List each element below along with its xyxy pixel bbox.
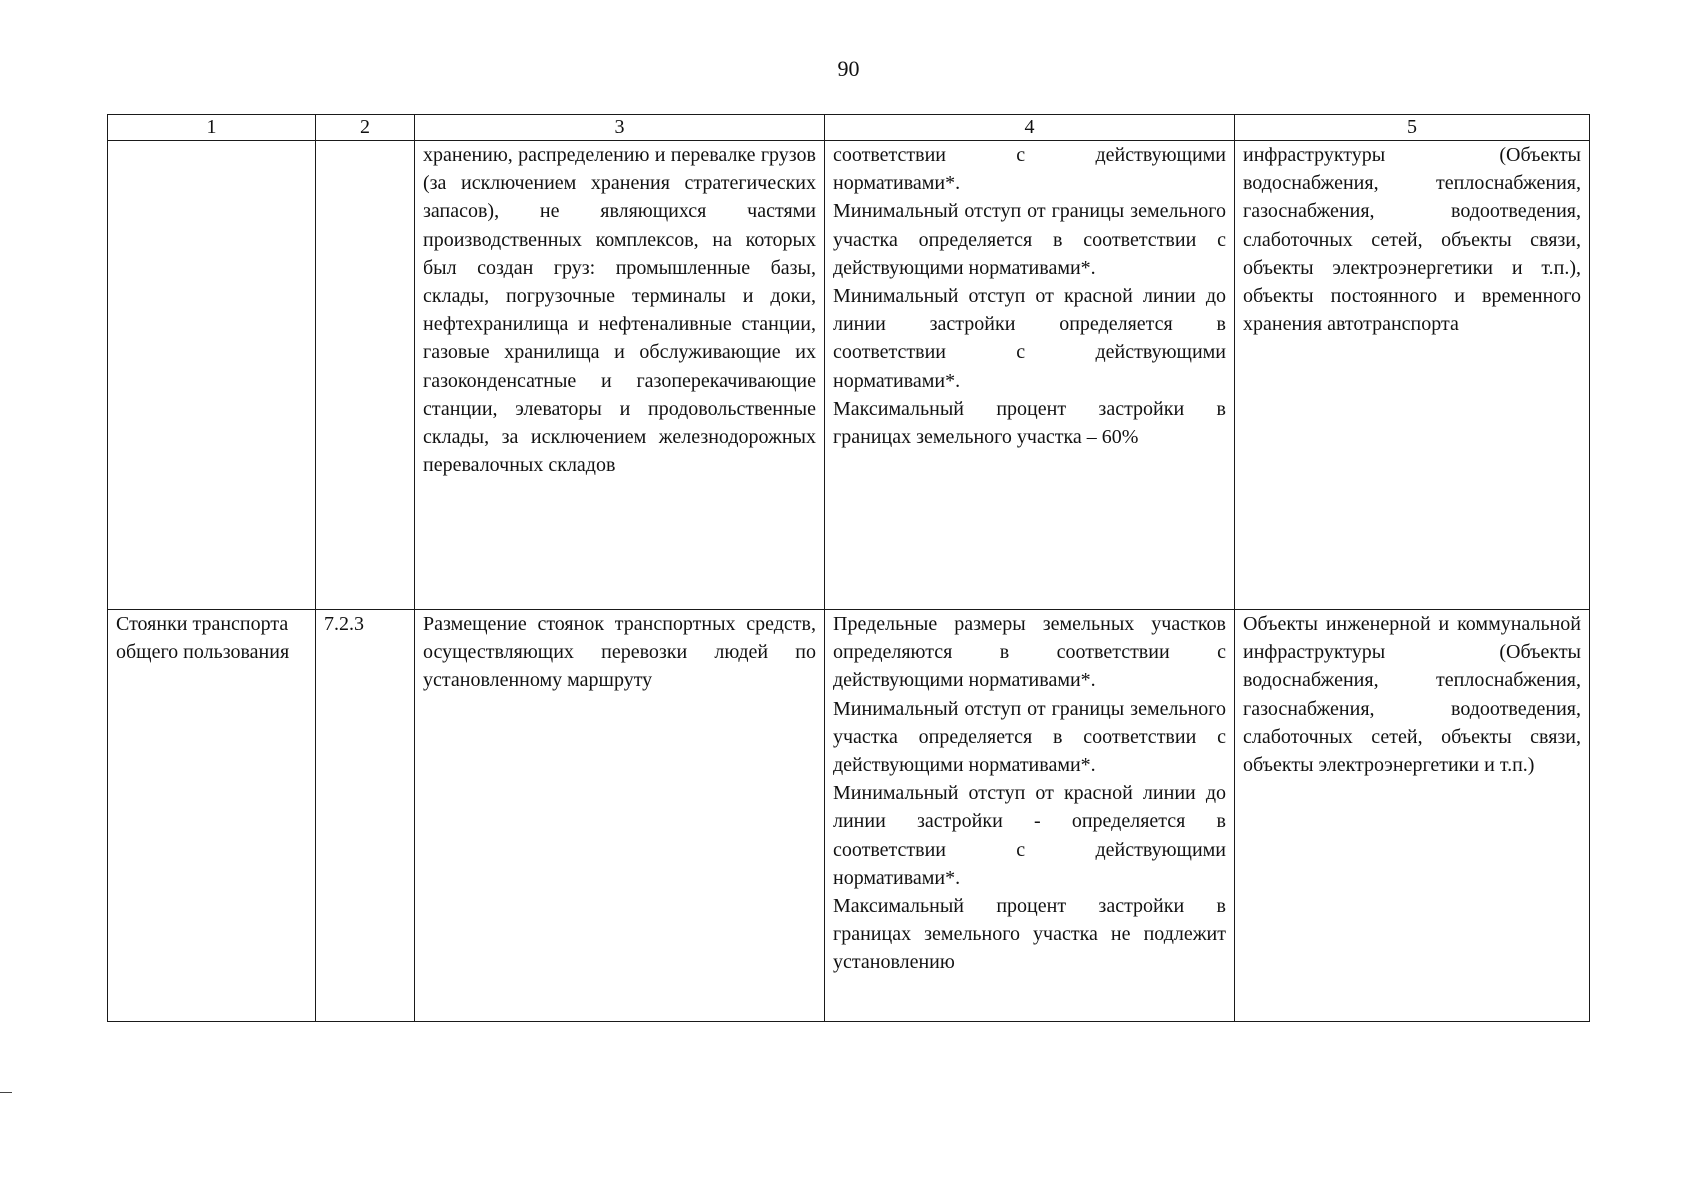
cell-use-code bbox=[316, 141, 415, 610]
table-row bbox=[108, 610, 1590, 1022]
margin-mark bbox=[0, 1092, 12, 1093]
cell-use-description: Размещение стоянок транспортных средств, осуществляющих перевозки людей по установленному маршруту bbox=[415, 610, 825, 1022]
parameter-text: Минимальный отступ от границы земельного участка определяется в соответствии с действующими нормативами*. bbox=[833, 200, 1226, 279]
cell-auxiliary-uses: инфраструктуры (Объекты водоснабжения, теплоснабжения, газоснабжения, водоотведения, слаботочных сетей, объекты связи, объекты электроэнергетики и т.п.), объекты постоянного и временного хранения автотранспорта bbox=[1235, 141, 1590, 610]
parameter-text: соответствии с действующими нормативами*. bbox=[833, 144, 1226, 195]
parameter-text: Максимальный процент застройки в границах земельного участка – 60% bbox=[833, 397, 1226, 449]
table-row bbox=[108, 141, 1590, 610]
cell-auxiliary-uses: Объекты инженерной и коммунальной инфраструктуры (Объекты водоснабжения, теплоснабжения, газоснабжения, водоотведения, слаботочных сетей, объекты связи, объекты электроэнергетики и т.п.) bbox=[1235, 610, 1590, 1022]
parameter-text: Максимальный процент застройки в границах земельного участка не подлежит установлению bbox=[833, 895, 1226, 974]
cell-use-code: 7.2.3 bbox=[316, 610, 415, 1022]
permitted-use-table bbox=[107, 114, 1590, 1022]
column-header-2: 2 bbox=[316, 115, 415, 141]
column-header-4: 4 bbox=[825, 115, 1235, 141]
cell-parameters bbox=[825, 141, 1235, 610]
parameter-text: Минимальный отступ от границы земельного участка определяется в соответствии с действующими нормативами*. bbox=[833, 697, 1226, 777]
cell-parameters bbox=[825, 610, 1235, 1022]
table-header-row bbox=[108, 115, 1590, 141]
parameter-text: Минимальный отступ от красной линии до линии застройки определяется в соответствии с действующими нормативами*. bbox=[833, 285, 1226, 392]
column-header-5: 5 bbox=[1235, 115, 1590, 141]
parameter-text: Минимальный отступ от красной линии до линии застройки - определяется в соответствии с действующими нормативами*. bbox=[833, 782, 1226, 889]
page-number: 90 bbox=[837, 56, 860, 81]
cell-use-name: Стоянки транспорта общего пользования bbox=[108, 610, 316, 1022]
cell-use-name bbox=[108, 141, 316, 610]
cell-use-description: хранению, распределению и перевалке грузов (за исключением хранения стратегических запасов), не являющихся частями производственных комплексов, на которых был создан груз: промышленные базы, склады, погрузочные терминалы и доки, нефтехранилища и нефтеналивные станции, газовые хранилища и обслуживающие их газоконденсатные и газоперекачивающие станции, элеваторы и продовольственные склады, за исключением железнодорожных перевалочных складов bbox=[415, 141, 825, 610]
column-header-3: 3 bbox=[415, 115, 825, 141]
parameter-text: Предельные размеры земельных участков определяются в соответствии с действующими нормативами*. bbox=[833, 613, 1226, 692]
column-header-1: 1 bbox=[108, 115, 316, 141]
